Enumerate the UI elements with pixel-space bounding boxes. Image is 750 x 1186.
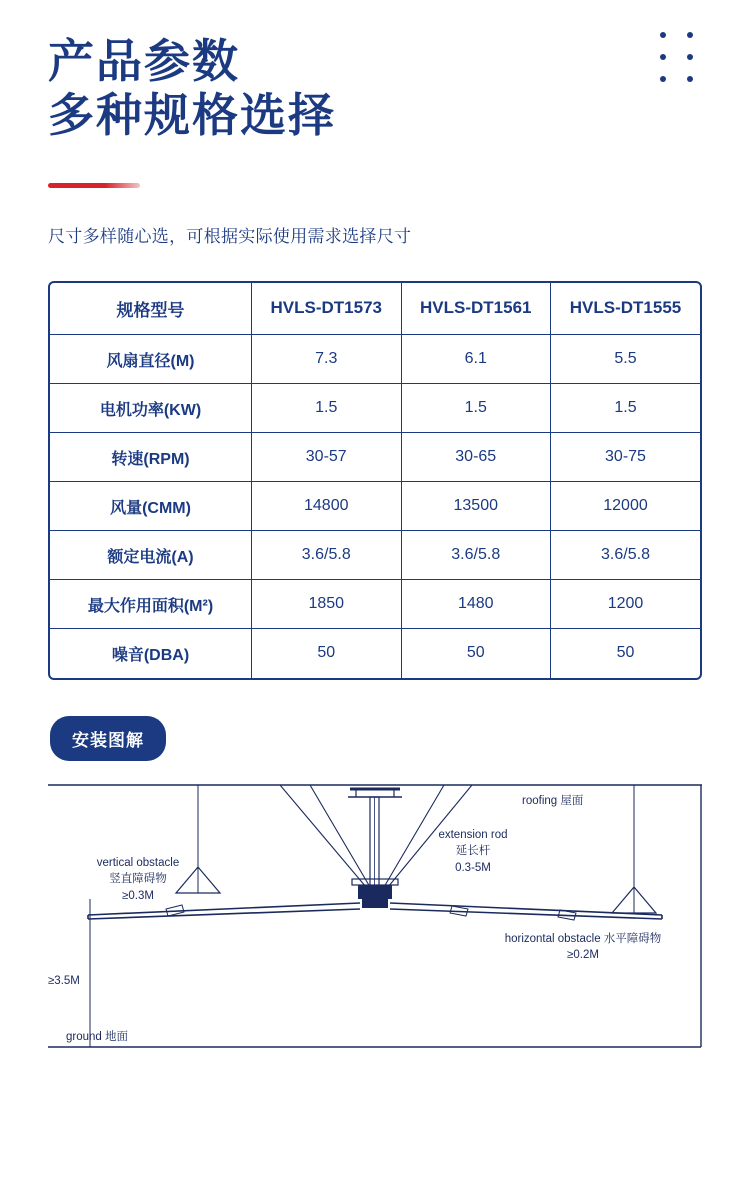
- row-value: 1.5: [252, 384, 402, 433]
- row-value: 7.3: [252, 335, 402, 384]
- decorative-dots-icon: [660, 32, 698, 88]
- spec-table: [50, 283, 700, 678]
- row-value: 1850: [252, 580, 402, 629]
- label-vertical-obstacle-cn: 竖直障碍物: [109, 873, 167, 886]
- installation-diagram: [48, 779, 702, 1057]
- row-value: 1480: [401, 580, 551, 629]
- label-vertical-obstacle-size: ≥0.3M: [122, 889, 154, 902]
- table-row: [50, 433, 700, 482]
- row-label: 转速(RPM): [50, 433, 252, 482]
- table-row: [50, 482, 700, 531]
- label-vertical-obstacle: [48, 855, 228, 905]
- row-value: 12000: [551, 482, 701, 531]
- row-value: 50: [252, 629, 402, 678]
- table-row: [50, 629, 700, 678]
- row-value: 6.1: [401, 335, 551, 384]
- table-column-header-3: HVLS-DT1555: [551, 283, 701, 335]
- label-extension-rod-size: 0.3-5M: [455, 861, 491, 874]
- label-floor-height: ≥3.5M: [48, 974, 80, 987]
- installation-diagram-svg: [48, 779, 702, 1057]
- row-label: 最大作用面积(M²): [50, 580, 252, 629]
- row-value: 1.5: [551, 384, 701, 433]
- row-value: 30-57: [252, 433, 402, 482]
- row-value: 50: [616, 644, 635, 662]
- table-header-row: [50, 283, 700, 335]
- label-horizontal-obstacle-size: ≥0.2M: [567, 949, 599, 962]
- dot: [687, 32, 693, 38]
- row-value: 3.6/5.8: [401, 531, 551, 580]
- row-label: 风量(CMM): [50, 482, 252, 531]
- row-label: 电机功率(KW): [50, 384, 252, 433]
- row-value: 5.5: [551, 335, 701, 384]
- row-value: 3.6/5.8: [252, 531, 402, 580]
- spec-table-container: [48, 281, 702, 680]
- label-ground: ground 地面: [66, 1030, 129, 1043]
- row-label: 风扇直径(M): [50, 335, 252, 384]
- label-extension-rod-en: extension rod: [438, 828, 508, 841]
- row-value: 30-65: [401, 433, 551, 482]
- label-horizontal-obstacle: [468, 931, 698, 964]
- row-value: 13500: [401, 482, 551, 531]
- label-extension-rod: [408, 827, 538, 877]
- row-label: 额定电流(A): [50, 531, 252, 580]
- row-value: 30-75: [551, 433, 701, 482]
- dot: [660, 76, 666, 82]
- row-value: 3.6/5.8: [551, 531, 701, 580]
- dot: [660, 32, 666, 38]
- row-value: 14800: [252, 482, 402, 531]
- label-extension-rod-cn: 延长杆: [455, 845, 491, 858]
- table-column-header-model: 规格型号: [50, 283, 252, 335]
- label-horizontal-obstacle-text: horizontal obstacle 水平障碍物: [504, 932, 662, 945]
- dot: [687, 54, 693, 60]
- accent-divider: [48, 183, 140, 188]
- table-column-header-1: HVLS-DT1573: [252, 283, 402, 335]
- table-column-header-2: HVLS-DT1561: [401, 283, 551, 335]
- table-row: [50, 384, 700, 433]
- label-vertical-obstacle-en: vertical obstacle: [96, 856, 180, 869]
- page-title-line-1: 产品参数: [48, 35, 240, 87]
- row-label: 噪音(DBA): [50, 629, 252, 678]
- page-subtitle: 尺寸多样随心选，可根据实际使用需求选择尺寸: [48, 226, 412, 246]
- label-roofing: roofing 屋面: [522, 794, 584, 807]
- row-value: 1200: [551, 580, 701, 629]
- install-section-badge: 安装图解: [50, 716, 166, 761]
- row-value: 1.5: [401, 384, 551, 433]
- dot: [660, 54, 666, 60]
- page-header: [0, 0, 750, 143]
- table-row: [50, 580, 700, 629]
- page-title-line-2: 多种规格选择: [48, 89, 336, 142]
- table-row: [50, 531, 700, 580]
- table-row: [50, 335, 700, 384]
- page-title: [48, 34, 700, 143]
- row-value: 50: [401, 629, 551, 678]
- dot: [687, 76, 693, 82]
